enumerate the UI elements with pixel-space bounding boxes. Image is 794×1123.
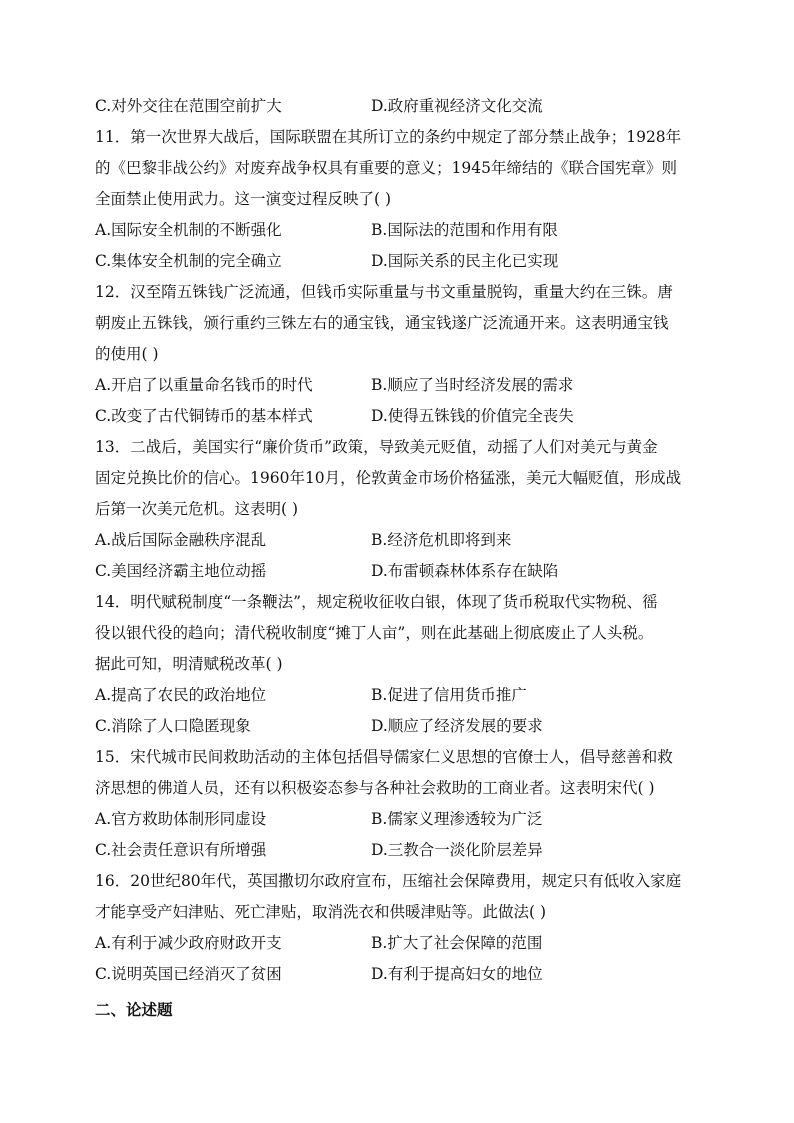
option-d: D.国际关系的民主化已实现 (371, 252, 559, 270)
option-b: B.扩大了社会保障的范围 (371, 934, 543, 952)
option-d: D.政府重视经济文化交流 (371, 97, 543, 115)
options-row (95, 525, 695, 556)
question-14 (95, 587, 695, 742)
question-text-line: 12．汉至隋五铢钱广泛流通，但钱币实际重量与书文重量脱钩，重量大约在三铢。唐 (95, 283, 673, 301)
question-text-line: 的《巴黎非战公约》对废弃战争权具有重要的意义；1945年缔结的《联合国宪章》则 (95, 159, 677, 177)
option-a: A.战后国际金融秩序混乱 (95, 531, 267, 549)
option-c: C.对外交往在范围空前扩大 (95, 97, 282, 115)
options-row (95, 556, 695, 587)
question-13 (95, 432, 695, 587)
option-a: A.有利于减少政府财政开支 (95, 934, 282, 952)
question-text-line: 后第一次美元危机。这表明( ) (95, 500, 299, 518)
question-text-line: 15．宋代城市民间救助活动的主体包括倡导儒家仁义思想的官僚士人，倡导慈善和救 (95, 748, 673, 766)
options-row (95, 246, 695, 277)
question-text-line: 朝废止五铢钱，颁行重约三铢左右的通宝钱，通宝钱遂广泛流通开来。这表明通宝钱 (95, 314, 669, 332)
option-d: D.三教合一淡化阶层差异 (371, 841, 543, 859)
option-a: A.提高了农民的政治地位 (95, 686, 267, 704)
question-text-line: 14．明代赋税制度“一条鞭法”，规定税收征收白银，体现了货币税取代实物税、徭 (95, 593, 658, 611)
question-12 (95, 277, 695, 432)
question-text-line: 役以银代役的趋向；清代税收制度“摊丁人亩”，则在此基础上彻底废止了人头税。 (95, 624, 654, 642)
option-c: C.集体安全机制的完全确立 (95, 252, 282, 270)
option-b: B.促进了信用货币推广 (371, 686, 527, 704)
question-text-line: 固定兑换比价的信心。1960年10月，伦敦黄金市场价格猛涨，美元大幅贬值，形成战 (95, 469, 682, 487)
options-row (95, 401, 695, 432)
option-b: B.经济危机即将到来 (371, 531, 512, 549)
option-a: A.开启了以重量命名钱币的时代 (95, 376, 313, 394)
options-row (95, 804, 695, 835)
question-text-line: 11．第一次世界大战后，国际联盟在其所订立的条约中规定了部分禁止战争；1928年 (95, 128, 682, 146)
option-d: D.布雷顿森林体系存在缺陷 (371, 562, 559, 580)
question-text-line: 据此可知，明清赋税改革( ) (95, 655, 283, 673)
options-row (95, 91, 695, 122)
question-text-line: 的使用( ) (95, 345, 159, 363)
options-row (95, 928, 695, 959)
options-row (95, 370, 695, 401)
question-text-line: 才能享受产妇津贴、死亡津贴，取消洗衣和供暖津贴等。此做法( ) (95, 903, 547, 921)
question-11 (95, 122, 695, 277)
option-d: D.使得五铢钱的价值完全丧失 (371, 407, 574, 425)
option-c: C.消除了人口隐匿现象 (95, 717, 251, 735)
section-heading: 二、论述题 (95, 1001, 173, 1019)
options-row (95, 835, 695, 866)
question-text-line: 济思想的佛道人员，还有以积极姿态参与各种社会救助的工商业者。这表明宋代( ) (95, 779, 655, 797)
option-b: B.顺应了当时经济发展的需求 (371, 376, 574, 394)
option-d: D.顺应了经济发展的要求 (371, 717, 543, 735)
question-text-line: 13．二战后，美国实行“廉价货币”政策，导致美元贬值，动摇了人们对美元与黄金 (95, 438, 658, 456)
options-row (95, 680, 695, 711)
option-b: B.国际法的范围和作用有限 (371, 221, 558, 239)
question-text-line: 全面禁止使用武力。这一演变过程反映了( ) (95, 190, 392, 208)
question-16 (95, 866, 695, 990)
option-c: C.改变了古代铜铸币的基本样式 (95, 407, 313, 425)
options-row (95, 711, 695, 742)
question-text-line: 16．20世纪80年代，英国撒切尔政府宣布，压缩社会保障费用，规定只有低收入家庭 (95, 872, 682, 890)
options-row (95, 959, 695, 990)
options-row (95, 215, 695, 246)
option-c: C.说明英国已经消灭了贫困 (95, 965, 282, 983)
option-c: C.社会责任意识有所增强 (95, 841, 267, 859)
option-d: D.有利于提高妇女的地位 (371, 965, 543, 983)
question-15 (95, 742, 695, 866)
option-a: A.官方救助体制形同虚设 (95, 810, 267, 828)
page-content (95, 91, 695, 1026)
option-b: B.儒家义理渗透较为广泛 (371, 810, 543, 828)
option-c: C.美国经济霸主地位动摇 (95, 562, 267, 580)
option-a: A.国际安全机制的不断强化 (95, 221, 282, 239)
